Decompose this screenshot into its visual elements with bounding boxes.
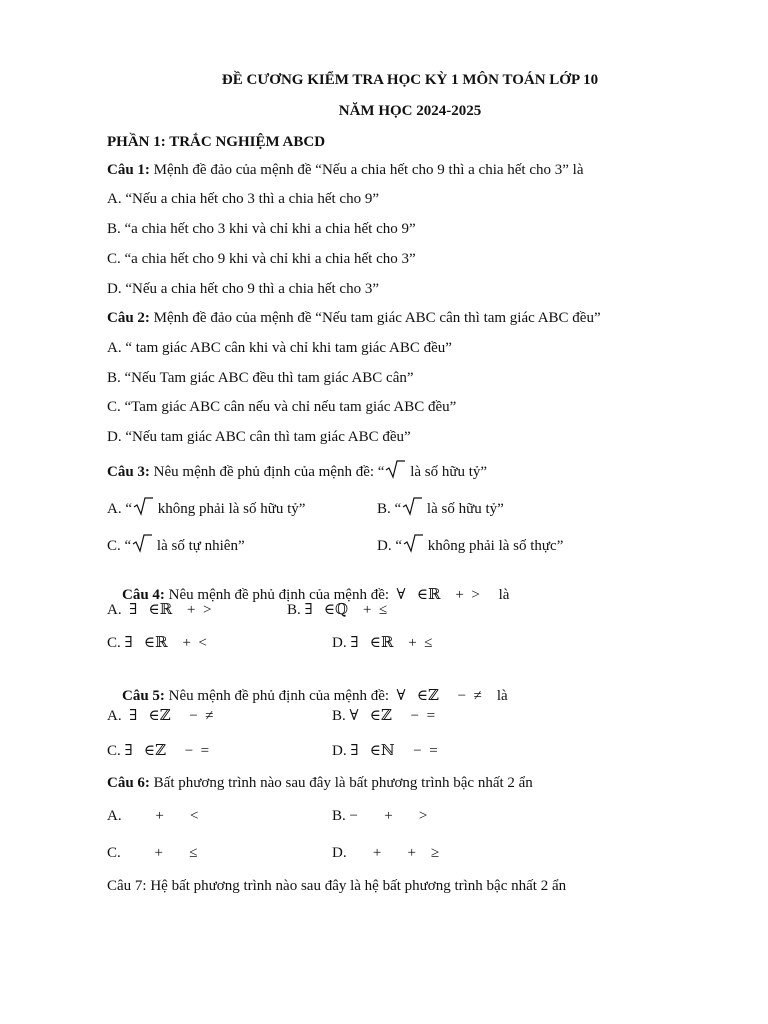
square-root-symbol [403, 536, 423, 552]
q4-option-d: D. ∃ ∈ℝ + ≤ [332, 635, 433, 651]
question-7: Câu 7: Hệ bất phương trình nào sau đây là hệ bất phương trình bậc nhất 2 ẩn [107, 878, 567, 894]
q6-option-b: B. − + > [332, 808, 428, 824]
option-text: là số hữu tỷ” [423, 501, 504, 517]
q2-option-c: C. “Tam giác ABC cân nếu và chỉ nếu tam giác ABC đều” [107, 399, 457, 415]
question-label: Câu 3: [107, 464, 150, 480]
q4-option-c: C. ∃ ∈ℝ + < [107, 635, 207, 651]
part-heading: PHẦN 1: TRẮC NGHIỆM ABCD [107, 134, 326, 150]
q6-option-a: A. + < [107, 808, 199, 824]
question-label: Câu 2: [107, 310, 150, 326]
question-6 [107, 775, 533, 792]
question-label: Câu 1: [107, 162, 150, 178]
question-1 [107, 162, 584, 179]
question-text: Nêu mệnh đề phủ định của mệnh đề: ∀ ∈ℤ − ≠ là [164, 688, 508, 704]
q3-option-c [107, 536, 245, 555]
q1-option-d: D. “Nếu a chia hết cho 9 thì a chia hết cho 3” [107, 281, 379, 297]
option-prefix: A. “ [107, 501, 132, 517]
option-prefix: D. “ [377, 538, 402, 554]
document-title: ĐỀ CƯƠNG KIỂM TRA HỌC KỲ 1 MÔN TOÁN LỚP 10 [221, 72, 599, 88]
option-text: là số tự nhiên” [153, 538, 245, 554]
q5-option-b: B. ∀ ∈ℤ − = [332, 708, 436, 724]
question-3 [107, 462, 487, 481]
square-root-symbol [402, 499, 422, 515]
q2-option-d: D. “Nếu tam giác ABC cân thì tam giác ABC đều” [107, 429, 411, 445]
q5-option-d: D. ∃ ∈ℕ − = [332, 743, 438, 759]
q4-option-b: B. ∃ ∈ℚ + ≤ [287, 602, 388, 618]
square-root-symbol [132, 536, 152, 552]
q5-option-c: C. ∃ ∈ℤ − = [107, 743, 210, 759]
question-text: Nêu mệnh đề phủ định của mệnh đề: ∀ ∈ℝ + > là [164, 587, 510, 603]
q5-option-a: A. ∃ ∈ℤ − ≠ [107, 708, 214, 724]
q3-option-b [377, 499, 504, 518]
school-year: NĂM HỌC 2024-2025 [338, 103, 482, 119]
question-label: Câu 5: [122, 688, 165, 704]
q3-option-d [377, 536, 563, 555]
question-label: Câu 6: [107, 775, 150, 791]
question-2 [107, 310, 601, 327]
q6-option-d: D. + + ≥ [332, 845, 440, 861]
question-text-start: Nêu mệnh đề phủ định của mệnh đề: “ [149, 464, 385, 480]
question-text: Bất phương trình nào sau đây là bất phương trình bậc nhất 2 ẩn [149, 775, 533, 791]
question-text-end: là số hữu tỷ” [406, 464, 488, 480]
q6-option-c: C. + ≤ [107, 845, 198, 861]
option-text: không phải là số hữu tỷ” [154, 501, 306, 517]
question-label: Câu 4: [122, 587, 165, 603]
q1-option-c: C. “a chia hết cho 9 khi và chỉ khi a chia hết cho 3” [107, 251, 416, 267]
q1-option-b: B. “a chia hết cho 3 khi và chỉ khi a chia hết cho 9” [107, 221, 416, 237]
square-root-symbol [133, 499, 153, 515]
q1-option-a: A. “Nếu a chia hết cho 3 thì a chia hết cho 9” [107, 191, 379, 207]
option-prefix: C. “ [107, 538, 132, 554]
q2-option-a: A. “ tam giác ABC cân khi và chỉ khi tam giác ABC đều” [107, 340, 452, 356]
question-text: Mệnh đề đảo của mệnh đề “Nếu a chia hết cho 9 thì a chia hết cho 3” là [149, 162, 584, 178]
question-text: Mệnh đề đảo của mệnh đề “Nếu tam giác ABC cân thì tam giác ABC đều” [149, 310, 601, 326]
q2-option-b: B. “Nếu Tam giác ABC đều thì tam giác ABC cân” [107, 370, 414, 386]
option-prefix: B. “ [377, 501, 402, 517]
option-text: không phải là số thực” [424, 538, 564, 554]
q4-option-a: A. ∃ ∈ℝ + > [107, 602, 212, 618]
q3-option-a [107, 499, 305, 518]
square-root-symbol [385, 462, 405, 478]
